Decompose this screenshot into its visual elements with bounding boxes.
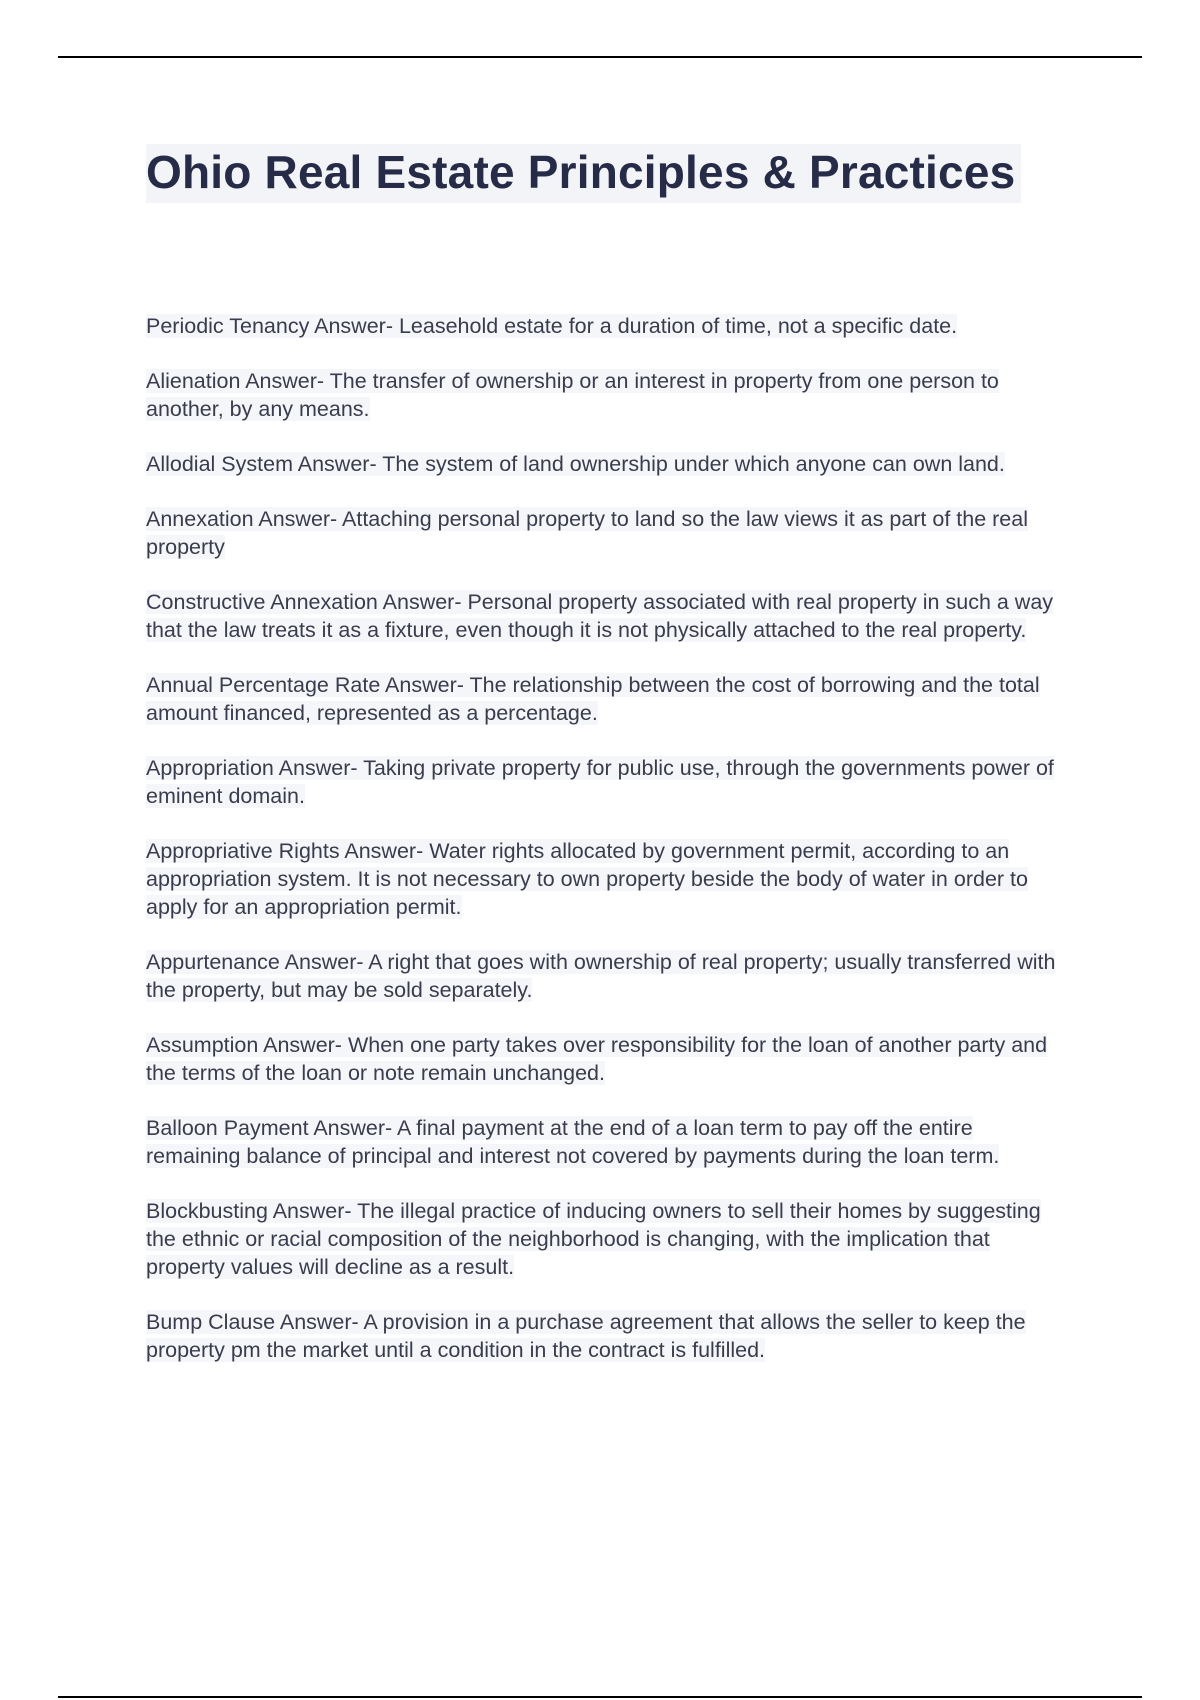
entry-text: Constructive Annexation Answer- Personal property associated with real property in such a way that the law treats it as a fixture, even though it is not physically attached to the real property. [146, 590, 1054, 642]
entry-appropriation [146, 754, 1066, 810]
entry-allodial-system [146, 450, 1066, 478]
entry-text: Appropriative Rights Answer- Water rights allocated by government permit, according to an appropriation system. It is not necessary to own property beside the body of water in order to apply for an appropriation permit. [146, 839, 1028, 919]
entry-bump-clause [146, 1308, 1066, 1364]
entry-text: Annual Percentage Rate Answer- The relationship between the cost of borrowing and the total amount financed, represented as a percentage. [146, 673, 1040, 725]
bottom-divider [58, 1696, 1142, 1698]
entry-text: Blockbusting Answer- The illegal practice of inducing owners to sell their homes by suggesting the ethnic or racial composition of the neighborhood is changing, with the implication that property values will decline as a result. [146, 1199, 1041, 1279]
title-block [146, 144, 1021, 203]
top-divider [58, 56, 1142, 58]
entry-annexation [146, 505, 1066, 561]
entry-text: Assumption Answer- When one party takes over responsibility for the loan of another party and the terms of the loan or note remain unchanged. [146, 1033, 1048, 1085]
entry-constructive-annexation [146, 588, 1066, 644]
entries-list [146, 312, 1066, 1391]
page-title: Ohio Real Estate Principles & Practices [146, 146, 1016, 198]
entry-appurtenance [146, 948, 1066, 1004]
entry-text: Bump Clause Answer- A provision in a purchase agreement that allows the seller to keep the property pm the market until a condition in the contract is fulfilled. [146, 1310, 1026, 1362]
entry-text: Annexation Answer- Attaching personal property to land so the law views it as part of the real property [146, 507, 1028, 559]
entry-text: Balloon Payment Answer- A final payment at the end of a loan term to pay off the entire remaining balance of principal and interest not covered by payments during the loan term. [146, 1116, 1000, 1168]
entry-text: Alienation Answer- The transfer of ownership or an interest in property from one person to another, by any means. [146, 369, 999, 421]
entry-alienation [146, 367, 1066, 423]
entry-text: Appurtenance Answer- A right that goes with ownership of real property; usually transferred with the property, but may be sold separately. [146, 950, 1056, 1002]
entry-assumption [146, 1031, 1066, 1087]
entry-text: Allodial System Answer- The system of land ownership under which anyone can own land. [146, 452, 1005, 476]
entry-annual-percentage-rate [146, 671, 1066, 727]
entry-appropriative-rights [146, 837, 1066, 921]
entry-balloon-payment [146, 1114, 1066, 1170]
entry-periodic-tenancy [146, 312, 1066, 340]
entry-text: Periodic Tenancy Answer- Leasehold estate for a duration of time, not a specific date. [146, 314, 958, 338]
entry-blockbusting [146, 1197, 1066, 1281]
entry-text: Appropriation Answer- Taking private property for public use, through the governments power of eminent domain. [146, 756, 1054, 808]
